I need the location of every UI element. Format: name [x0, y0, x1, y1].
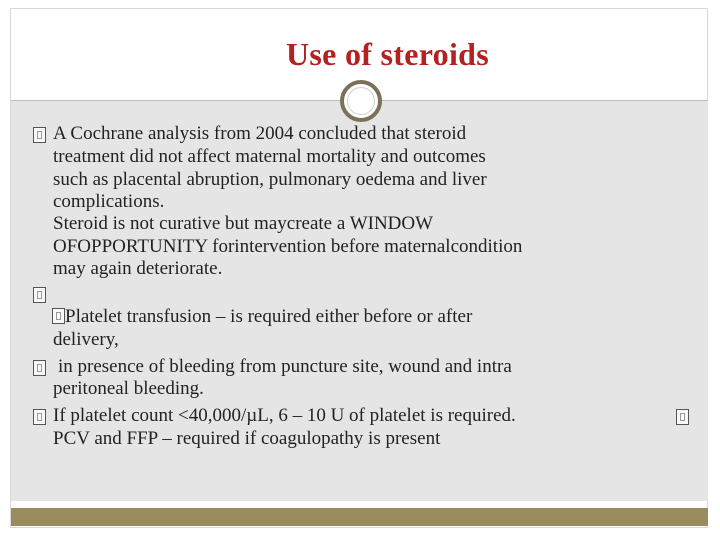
square-bullet-icon: [33, 287, 46, 303]
bullet-4-line-1: If platelet count <40,000/µL, 6 – 10 U of platelet is required.: [53, 405, 516, 426]
footer-bar: [11, 508, 708, 526]
bullet-1-line-5: Steroid is not curative but maycreate a WINDOW: [53, 213, 434, 234]
square-bullet-icon: [676, 409, 689, 425]
bullet-1-line-4: complications.: [53, 191, 165, 212]
bullet-3-line-2: peritoneal bleeding.: [53, 378, 204, 399]
square-bullet-icon: [33, 360, 46, 376]
bullet-1-line-3: such as placental abruption, pulmonary oedema and liver: [53, 169, 487, 190]
slide-title: Use of steroids: [286, 36, 489, 72]
bullet-1-line-6: OFOPPORTUNITY forintervention before maternalcondition: [53, 236, 523, 257]
square-bullet-icon: [52, 308, 65, 324]
square-bullet-icon: [33, 127, 46, 143]
bullet-4-line-2: PCV and FFP – required if coagulopathy is present: [53, 428, 441, 449]
bullet-1-line-1: A Cochrane analysis from 2004 concluded that steroid: [53, 123, 467, 144]
bullet-2-line-2: delivery,: [53, 329, 119, 350]
bullet-1-line-7: may again deteriorate.: [53, 258, 223, 279]
bullet-2-line-1: Platelet transfusion – is required either before or after: [65, 306, 473, 327]
bullet-1-line-2: treatment did not affect maternal mortality and outcomes: [53, 146, 486, 167]
bullet-3-line-1: in presence of bleeding from puncture site, wound and intra: [58, 356, 512, 377]
square-bullet-icon: [33, 409, 46, 425]
